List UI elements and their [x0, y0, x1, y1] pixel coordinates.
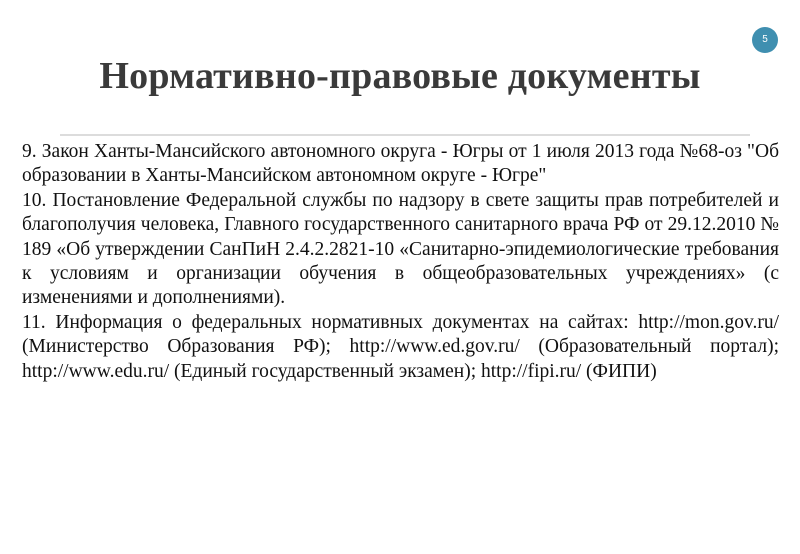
slide-title: Нормативно-правовые документы [99, 55, 701, 97]
slide-body [22, 140, 779, 384]
paragraph-resolution-10: 10. Постановление Федеральной службы по надзору в свете защиты прав потребителей и благополучия человека, Главного государственного санитарного врача РФ от 29.12.2010 № 189 «Об утверждении СанПиН 2.4.2.2821-10 «Санитарно-эпидемиологические требования к условиям и организации обучения в общеобразовательных учреждениях» (с изменениями и дополнениями). [22, 189, 779, 309]
page-number-badge: 5 [752, 27, 778, 53]
paragraph-law-9: 9. Закон Ханты-Мансийского автономного округа - Югры от 1 июля 2013 года №68-оз "Об образовании в Ханты-Мансийском автономном округе - Югре" [22, 141, 779, 187]
title-divider [60, 134, 750, 136]
paragraph-websites-11: 11. Информация о федеральных нормативных документах на сайтах: http://mon.gov.ru/ (Министерство Образования РФ); http://www.ed.gov.ru/ (Образовательный портал); http://www.edu.ru/ (Единый государственный экзамен); http://fipi.ru/ (ФИПИ) [22, 311, 779, 382]
